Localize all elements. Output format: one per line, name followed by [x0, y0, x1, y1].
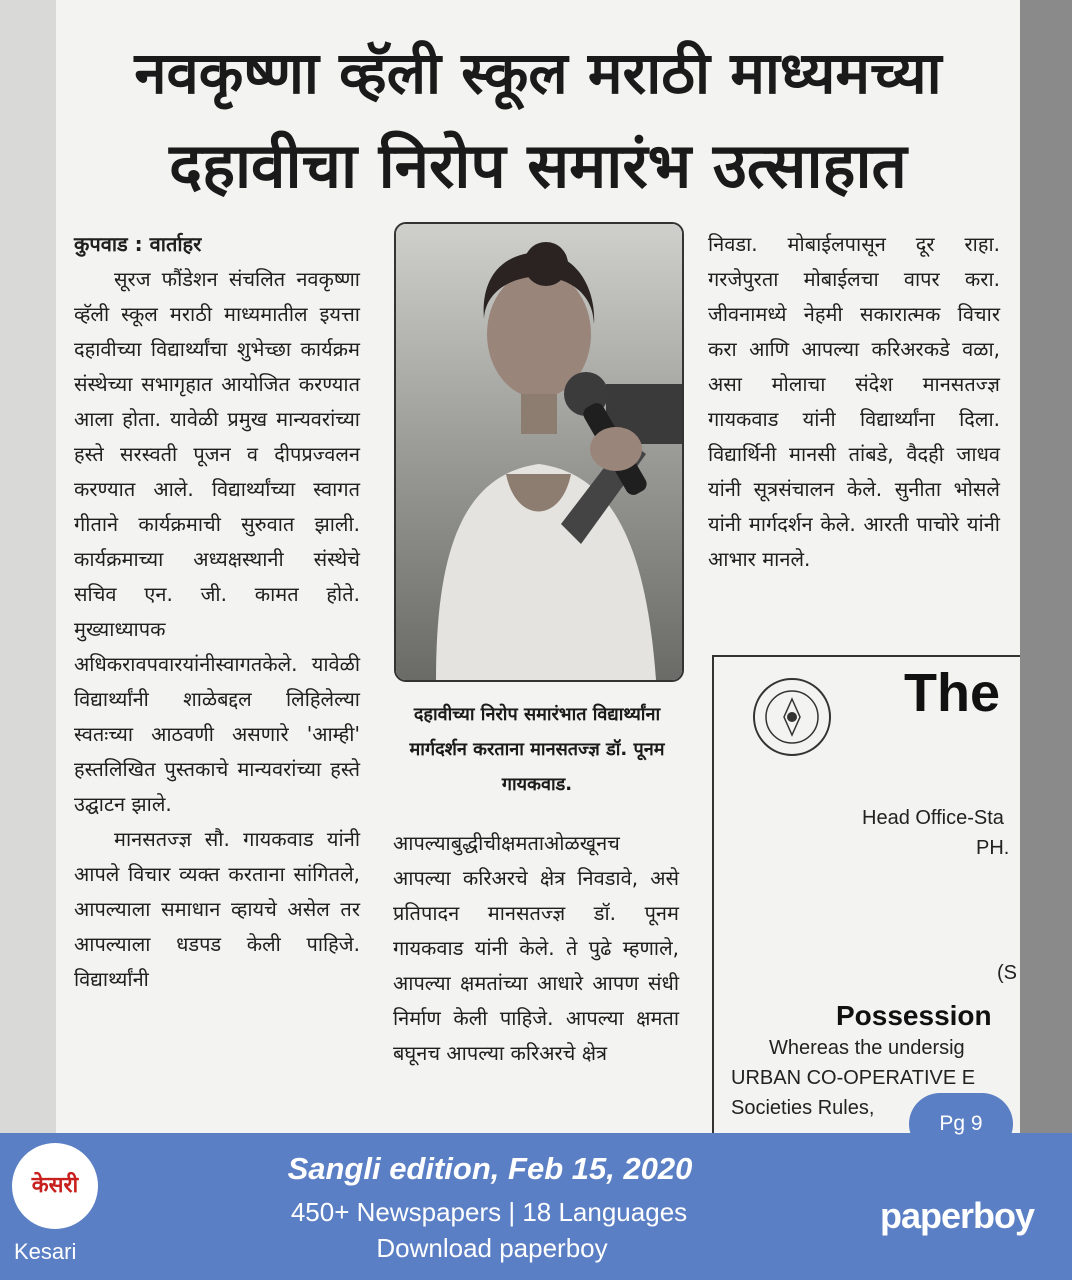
- scan-right-margin: [1020, 0, 1072, 1133]
- publisher-name: Kesari: [14, 1239, 77, 1264]
- article-column-2: [393, 826, 679, 1071]
- paragraph-3: आपल्याबुद्धीचीक्षमताओळखूनच आपल्या करिअरचे क्षेत्र निवडावे, असे प्रतिपादन मानसतज्ज्ञ डॉ. पूनम गायकवाड यांनी केले. ते पुढे म्हणाले, आपल्या क्षमतांच्या आधारे आपण संधी निर्माण केली पाहिजे. आपल्या क्षमता बघूनच आपल्या करिअरचे क्षेत्र: [393, 831, 679, 1065]
- dateline: कुपवाड : वार्ताहर: [74, 232, 202, 256]
- ad-head-office: Head Office-Sta: [862, 807, 1004, 829]
- ad-line-2: URBAN CO-OPERATIVE E: [731, 1067, 976, 1089]
- paragraph-4: निवडा. मोबाईलपासून दूर राहा. गरजेपुरता मोबाईलचा वापर करा. जीवनामध्ये नेहमी सकारात्मक विचार करा आणि आपल्या करिअरकडे वळा, असा मोलाचा संदेश मानसतज्ज्ञ गायकवाड यांनी विद्यार्थ्यांना दिला. विद्यार्थिनी मानसी तांबडे, वैदही जाधव यांनी सूत्रसंचालन केले. सुनीता भोसले यांनी मार्गदर्शन केले. आरती पाचोरे यांनी आभार मानले.: [708, 232, 1000, 571]
- edition-label: Sangli edition, Feb 15, 2020: [287, 1151, 693, 1186]
- ad-title: The: [904, 663, 1001, 723]
- page-number-badge[interactable]: Pg 9: [909, 1093, 1013, 1155]
- tagline: 450+ Newspapers | 18 Languages: [290, 1197, 688, 1227]
- article-column-1: [74, 227, 360, 997]
- paperboy-brand-logo[interactable]: paperboy: [880, 1195, 1035, 1236]
- headline-line-1: नवकृष्णा व्हॅली स्कूल मराठी माध्यमच्या: [134, 39, 942, 107]
- headline-line-2: दहावीचा निरोप समारंभ उत्साहात: [169, 129, 907, 202]
- article-column-3: [708, 227, 1000, 577]
- ad-line-1: Whereas the undersig: [769, 1037, 965, 1059]
- newspaper-page: [56, 0, 1020, 1133]
- ad-phone: PH.: [976, 837, 1010, 859]
- ad-line-3: Societies Rules,: [731, 1097, 875, 1119]
- paragraph-2: मानसतज्ज्ञ सौ. गायकवाड यांनी आपले विचार व्यक्त करताना सांगितले, आपल्याला समाधान व्हायचे असेल तर आपल्याला धडपड केली पाहिजे. विद्यार्थ्यांनी: [74, 827, 360, 991]
- bank-advertisement: [712, 655, 1020, 1133]
- kesari-logo-text: केसरी: [31, 1173, 79, 1198]
- speaker-photo-illustration: [396, 224, 682, 680]
- paragraph-1: सूरज फौंडेशन संचलित नवकृष्णा व्हॅली स्कूल मराठी माध्यमातील इयत्ता दहावीच्या विद्यार्थ्यांचा शुभेच्छा कार्यक्रम संस्थेच्या सभागृहात आयोजित करण्यात आला होता. यावेळी प्रमुख मान्यवरांच्या हस्ते सरस्वती पूजन व दीपप्रज्वलन करण्यात आले. विद्यार्थ्यांच्या स्वागत गीताने कार्यक्रमाची सुरुवात झाली. कार्यक्रमाच्या अध्यक्षस्थानी संस्थेचे सचिव एन. जी. कामत होते. मुख्याध्यापक अधिकरावपवारयांनीस्वागतकेले. यावेळी विद्यार्थ्यांनी शाळेबद्दल लिहिलेल्या स्वतःच्या आठवणी असणारे 'आम्ही' हस्तलिखित पुस्तकाचे मान्यवरांच्या हस्ते उद्घाटन झाले.: [74, 267, 360, 816]
- ad-marker: (S: [997, 962, 1017, 984]
- article-photo: [394, 222, 684, 682]
- ad-notice-title: Possession: [836, 1000, 992, 1031]
- footer-banner: [0, 1133, 1072, 1280]
- scan-left-margin: [0, 0, 56, 1133]
- download-link[interactable]: Download paperboy: [376, 1233, 608, 1263]
- bank-seal-icon: [752, 677, 832, 757]
- photo-caption: दहावीच्या निरोप समारंभात विद्यार्थ्यांना मार्गदर्शन करताना मानसतज्ज्ञ डॉ. पूनम गायकवाड.: [409, 704, 665, 795]
